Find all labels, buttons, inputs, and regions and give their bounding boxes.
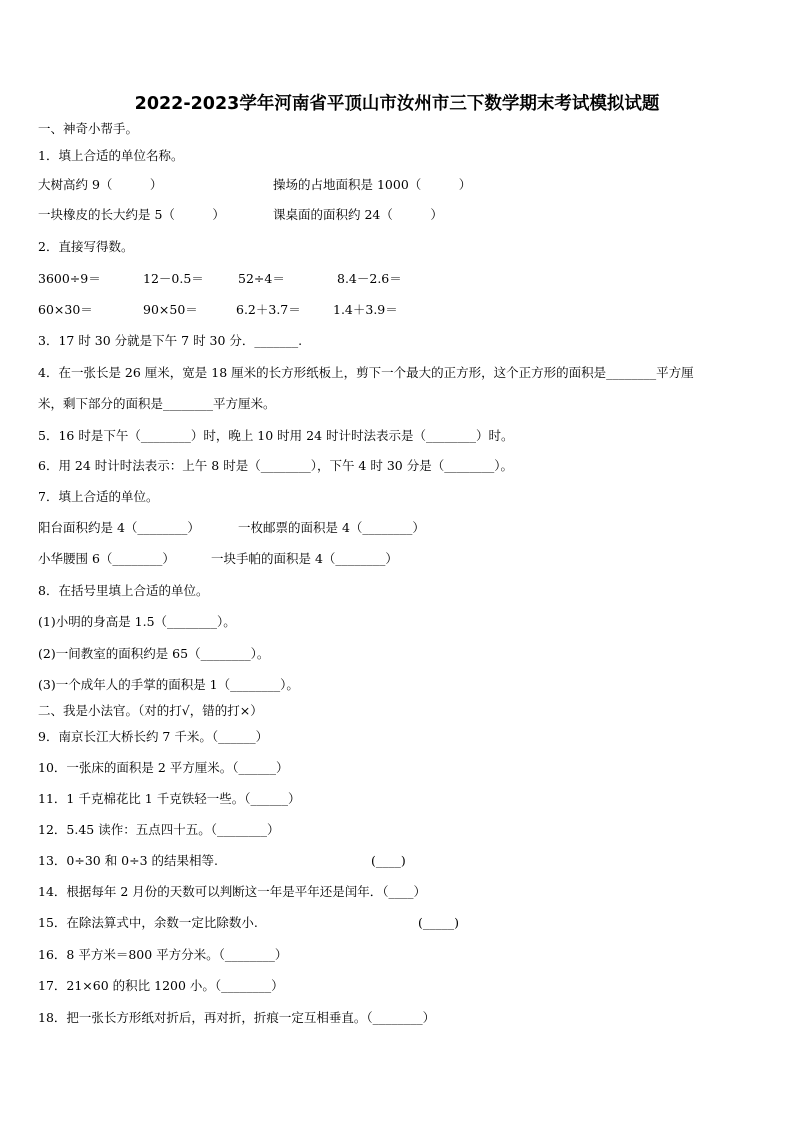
calc-item: 60×30＝ [38,302,93,317]
question-4-line-1: 4．在一张长是 26 厘米，宽是 18 厘米的长方形纸板上，剪下一个最大的正方形，这个正方形的面积是________平方厘 [38,365,694,380]
question-1-item-c: 一块橡皮的长大约是 5（ ） [38,207,225,222]
question-9: 9．南京长江大桥长约 7 千米。（______） [38,729,269,744]
question-2-stem: 2．直接写得数。 [38,239,134,254]
question-7-item-b: 一枚邮票的面积是 4（________） [238,520,425,535]
question-1-item-b: 操场的占地面积是 1000（ ） [273,177,472,192]
calc-item: 8.4－2.6＝ [337,271,402,286]
question-5: 5．16 时是下午（________）时，晚上 10 时用 24 时计时法表示是（________）时。 [38,428,514,443]
question-7-item-c: 小华腰围 6（________） [38,551,175,566]
calc-item: 52÷4＝ [238,271,285,286]
question-1-item-d: 课桌面的面积约 24（ ） [273,207,443,222]
question-8-stem: 8．在括号里填上合适的单位。 [38,583,209,598]
question-8-item-1: (1)小明的身高是 1.5（________）。 [38,614,236,629]
question-12: 12．5.45 读作：五点四十五。（________） [38,822,280,837]
question-11: 11．1 千克棉花比 1 千克铁轻一些。（______） [38,791,301,806]
question-7-item-a: 阳台面积约是 4（________） [38,520,200,535]
question-7-stem: 7．填上合适的单位。 [38,489,159,504]
question-1-stem: 1．填上合适的单位名称。 [38,148,184,163]
question-18: 18．把一张长方形纸对折后，再对折，折痕一定互相垂直。（________） [38,1010,436,1025]
page-title: 2022-2023学年河南省平顶山市汝州市三下数学期末考试模拟试题 [134,94,660,114]
question-8-item-3: (3)一个成年人的手掌的面积是 1（________）。 [38,677,299,692]
question-14: 14．根据每年 2 月份的天数可以判断这一年是平年还是闰年．（____） [38,884,427,899]
calc-item: 1.4＋3.9＝ [333,302,398,317]
question-6: 6．用 24 时计时法表示：上午 8 时是（________），下午 4 时 30 分是（________）。 [38,458,513,473]
calc-item: 3600÷9＝ [38,271,101,286]
question-1-item-a: 大树高约 9（ ） [38,177,163,192]
question-15-answer-blank: (_____) [418,915,460,930]
question-16: 16．8 平方米＝800 平方分米。（________） [38,947,288,962]
calc-item: 12－0.5＝ [143,271,204,286]
question-13: 13．0÷30 和 0÷3 的结果相等. [38,853,219,868]
section-heading-2: 二、我是小法官。（对的打√，错的打×） [38,703,263,718]
calc-item: 6.2＋3.7＝ [236,302,301,317]
question-17: 17．21×60 的积比 1200 小。（________） [38,978,284,993]
question-10: 10．一张床的面积是 2 平方厘米。（______） [38,760,289,775]
question-13-answer-blank: (____) [371,853,406,868]
question-7-item-d: 一块手帕的面积是 4（________） [211,551,398,566]
calc-item: 90×50＝ [143,302,198,317]
question-15: 15．在除法算式中，余数一定比除数小. [38,915,258,930]
section-heading-1: 一、神奇小帮手。 [38,121,139,136]
question-3: 3．17 时 30 分就是下午 7 时 30 分．_______. [38,333,303,348]
question-4-line-2: 米，剩下部分的面积是________平方厘米。 [38,396,276,411]
question-8-item-2: (2)一间教室的面积约是 65（________）。 [38,646,270,661]
